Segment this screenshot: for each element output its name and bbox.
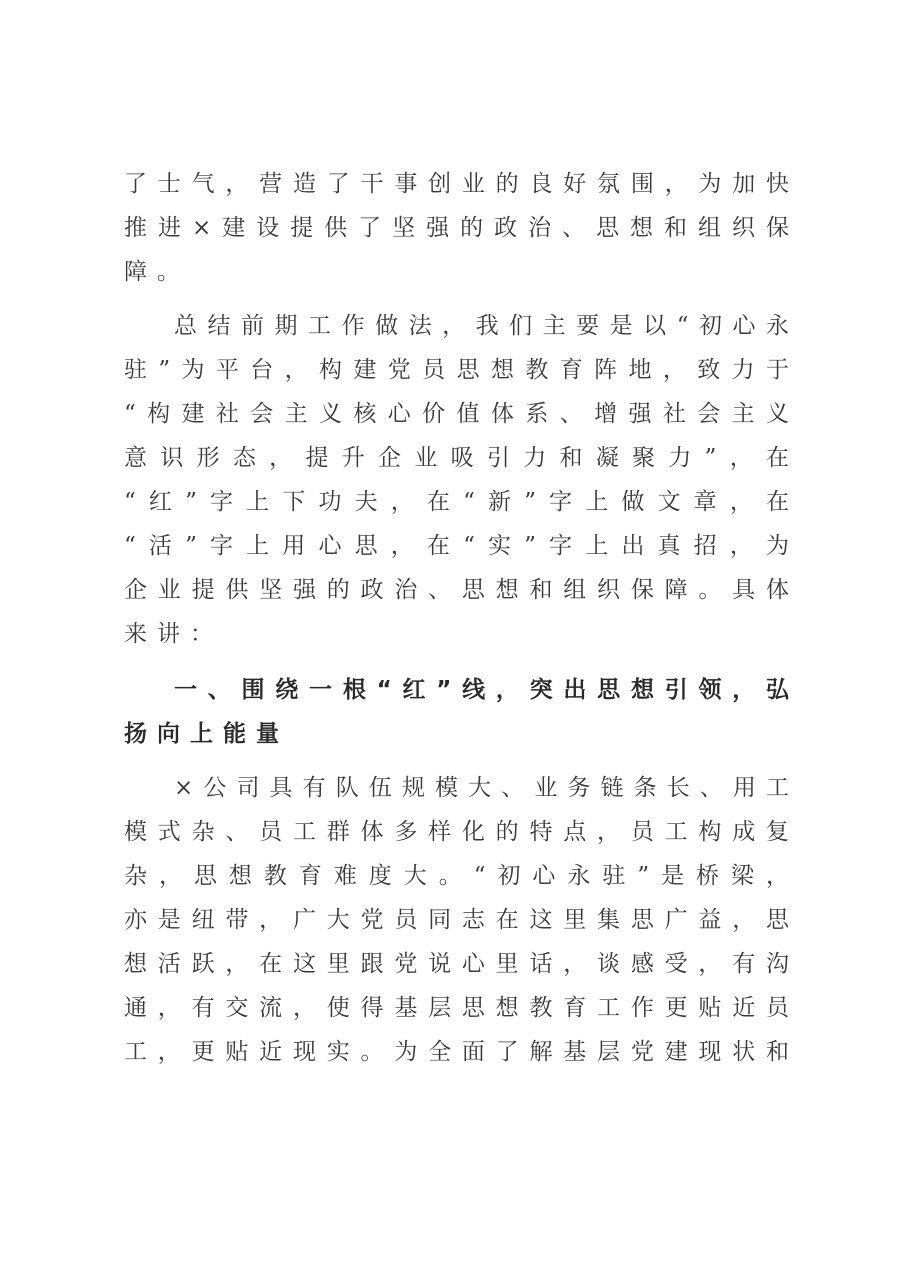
text-line: ×公司具有队伍规模大、业务链条长、用工 xyxy=(174,775,789,801)
section-heading xyxy=(124,668,789,756)
text-line: “红”字上下功夫，在“新”字上做文章，在 xyxy=(124,489,789,515)
text-line: 推进×建设提供了坚强的政治、思想和组织保 xyxy=(124,215,789,241)
text-line: 驻”为平台，构建党员思想教育阵地，致力于 xyxy=(124,357,789,383)
text-line: 企业提供坚强的政治、思想和组织保障。具体 xyxy=(124,577,789,603)
document-page xyxy=(124,162,789,1074)
text-line: 工，更贴近现实。为全面了解基层党建现状和 xyxy=(124,1039,789,1065)
paragraph-body xyxy=(124,766,789,1074)
text-line: 模式杂、员工群体多样化的特点，员工构成复 xyxy=(124,819,789,845)
heading-line: 扬向上能量 xyxy=(124,721,289,747)
text-line: “活”字上用心思，在“实”字上出真招，为 xyxy=(124,533,789,559)
text-line: 亦是纽带，广大党员同志在这里集思广益，思 xyxy=(124,907,789,933)
text-line: 杂，思想教育难度大。“初心永驻”是桥梁， xyxy=(124,863,789,889)
paragraph-continuation xyxy=(124,162,789,294)
text-line: “构建社会主义核心价值体系、增强社会主义 xyxy=(124,401,789,427)
text-line: 想活跃，在这里跟党说心里话，谈感受，有沟 xyxy=(124,951,789,977)
text-line: 总结前期工作做法，我们主要是以“初心永 xyxy=(174,313,789,339)
text-line: 意识形态，提升企业吸引力和凝聚力”，在 xyxy=(124,445,789,471)
text-line: 来讲： xyxy=(124,621,223,647)
text-line: 通，有交流，使得基层思想教育工作更贴近员 xyxy=(124,995,789,1021)
heading-line: 一、围绕一根“红”线，突出思想引领，弘 xyxy=(174,677,789,703)
text-line: 了士气，营造了干事创业的良好氛围，为加快 xyxy=(124,171,789,197)
text-line: 障。 xyxy=(124,259,190,285)
paragraph-summary xyxy=(124,304,789,656)
